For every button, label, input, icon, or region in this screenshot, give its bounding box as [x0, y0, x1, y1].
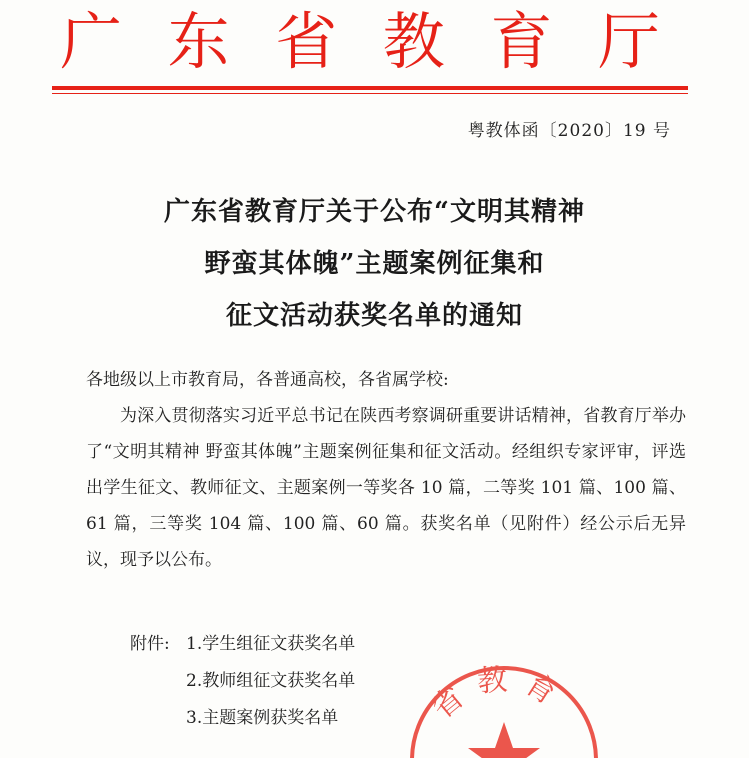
attachment-item: 1.学生组征文获奖名单 [186, 634, 356, 654]
masthead-char: 东 [167, 5, 230, 78]
title-line: 征文活动获奖名单的通知 [225, 301, 523, 331]
document-title [0, 186, 749, 342]
document-number: 粤教体函〔2020〕19 号 [467, 121, 671, 141]
title-line: 广东省教育厅关于公布“文明其精神 [164, 197, 585, 227]
header-divider-thin [52, 93, 688, 94]
masthead-char: 育 [490, 5, 553, 78]
seal-star-icon [468, 722, 540, 758]
seal-text: 省教育 [425, 661, 575, 727]
body-paragraph: 为深入贯彻落实习近平总书记在陕西考察调研重要讲话精神，省教育厅举办了“文明其精神 野蛮其体魄”主题案例征集和征文活动。经组织专家评审，评选出学生征文、教师征文、主题案例一等奖各 10 篇，二等奖 101 篇、100 篇、61 篇，三等奖 104 篇、100 篇、60 篇。获奖名单（见附件）经公示后无异议，现予以公布。 [86, 406, 686, 570]
masthead-char: 省 [275, 5, 338, 78]
salutation: 各地级以上市教育局，各普通高校，各省属学校: [86, 370, 449, 390]
masthead-char: 教 [382, 5, 445, 78]
title-line: 野蛮其体魄”主题案例征集和 [204, 249, 545, 279]
document-body [86, 362, 686, 578]
header-divider-thick [52, 86, 688, 90]
masthead-char: 广 [60, 5, 123, 78]
masthead-org-name [60, 2, 660, 82]
attachments-list [130, 626, 355, 737]
attachments-label: 附件: [130, 634, 170, 654]
svg-text:省教育 [425, 662, 574, 726]
masthead-char: 厅 [597, 5, 660, 78]
attachment-item: 2.教师组征文获奖名单 [186, 671, 356, 691]
official-seal-stamp [404, 660, 604, 758]
attachment-item: 3.主题案例获奖名单 [186, 708, 339, 728]
